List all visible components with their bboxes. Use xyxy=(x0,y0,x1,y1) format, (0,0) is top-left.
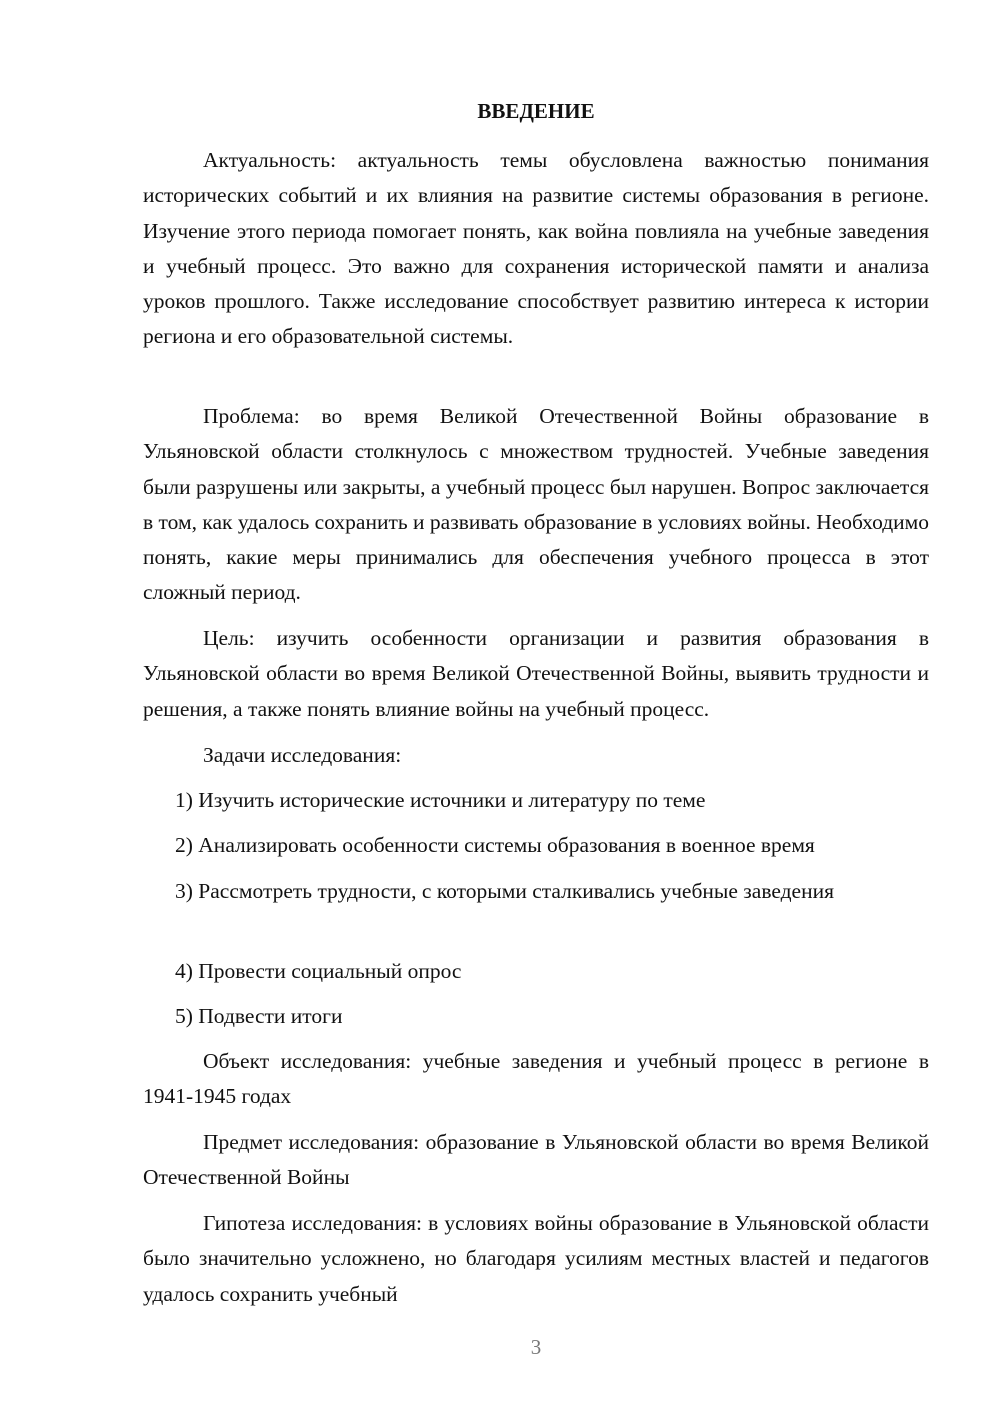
problem-paragraph: Проблема: во время Великой Отечественной Войны образование в Ульяновской области столкнулось с множеством трудностей. Учебные заведения были разрушены или закрыты, а учебный процесс был нарушен. Вопрос заключается в том, как удалось сохранить и развивать образование в условиях войны. Необходимо понять, какие меры принимались для обеспечения учебного процесса в этот сложный период. xyxy=(143,404,929,605)
task-item: 4) Провести социальный опрос xyxy=(175,959,462,983)
page-number: 3 xyxy=(530,1335,542,1359)
object-paragraph: Объект исследования: учебные заведения и учебный процесс в регионе в 1941-1945 годах xyxy=(143,1049,929,1109)
goal-paragraph: Цель: изучить особенности организации и развития образования в Ульяновской области во время Великой Отечественной Войны, выявить трудности и решения, а также понять влияние войны на учебный процесс. xyxy=(143,626,929,721)
task-item: 2) Анализировать особенности системы образования в военное время xyxy=(175,833,815,857)
relevance-paragraph: Актуальность: актуальность темы обусловлена важностью понимания исторических событий и их влияния на развитие системы образования в регионе. Изучение этого периода помогает понять, как война повлияла на учебные заведения и учебный процесс. Это важно для сохранения исторической памяти и анализа уроков прошлого. Также исследование способствует развитию интереса к истории региона и его образовательной системы. xyxy=(143,148,929,349)
task-item: 1) Изучить исторические источники и литературу по теме xyxy=(175,788,706,812)
hypothesis-paragraph: Гипотеза исследования: в условиях войны образование в Ульяновской области было значительно усложнено, но благодаря усилиям местных властей и педагогов удалось сохранить учебный xyxy=(143,1211,929,1306)
task-item: 5) Подвести итоги xyxy=(175,1004,343,1028)
page-title: ВВЕДЕНИЕ xyxy=(477,99,595,123)
task-item: 3) Рассмотреть трудности, с которыми сталкивались учебные заведения xyxy=(175,879,834,903)
tasks-heading: Задачи исследования: xyxy=(203,743,402,767)
subject-paragraph: Предмет исследования: образование в Ульяновской области во время Великой Отечественной Войны xyxy=(143,1130,929,1190)
